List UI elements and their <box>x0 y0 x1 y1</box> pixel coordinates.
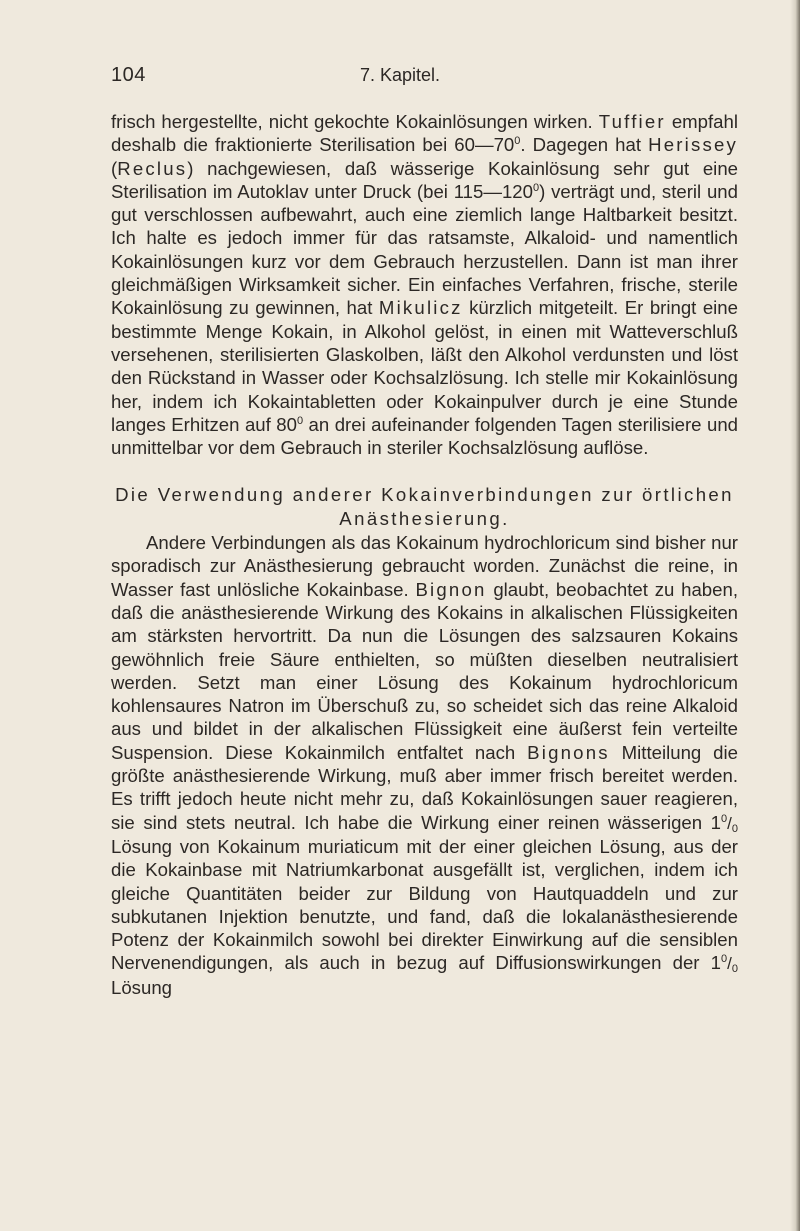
percent-sign: $^0/_0$ <box>721 812 738 835</box>
page-edge-shadow <box>790 0 800 1231</box>
running-header <box>0 64 800 94</box>
author-name: Bignon <box>415 578 487 600</box>
author-name: Reclus <box>117 157 188 179</box>
paragraph-2: Andere Verbindungen als das Kokainum hydrochloricum sind bisher nur sporadisch zur Anästhesierung gebraucht worden. Zunächst die reine, in Wasser fast unlösliche Kokainbase. Bignon glaubt, beobachtet zu haben, daß die anästhesierende Wirkung des Kokains in alkalischen Flüssigkeiten am stärksten hervortritt. Da nun die Lösungen des salzsauren Kokains gewöhnlich freie Säure enthielten, so müßten dieselben neutralisiert werden. Setzt man einer Lösung des Kokainum hydrochloricum kohlensaures Natron im Überschuß zu, so scheidet sich das reine Alkaloid aus und bildet in der alkalischen Flüssigkeit eine äußerst fein verteilte Suspension. Diese Kokainmilch entfaltet nach Bignons Mitteilung die größte anästhesierende Wirkung, muß aber immer frisch bereitet werden. Es trifft jedoch heute nicht mehr zu, daß Kokainlösungen sauer reagieren, sie sind stets neutral. Ich habe die Wirkung einer reinen wässerigen $1^0/_0$ Lösung von Kokainum muriaticum mit der einer gleichen Lösung, aus der die Kokainbase mit Natriumkarbonat ausgefällt ist, verglichen, indem ich gleiche Quantitäten beider zur Bildung von Hautquaddeln und zur subkutanen Injektion benutzte, und fand, daß die lokalanästhesierende Potenz der Kokainmilch sowohl bei direkter Einwirkung auf die sensiblen Nervenendigungen, als auch in bezug auf Diffusionswirkungen der $1^0/_0$ Lösung <box>111 532 738 998</box>
page-number: 104 <box>111 64 146 86</box>
degree-sign: 0 <box>532 181 540 194</box>
author-name: Tuffier <box>598 111 666 132</box>
degree-sign: 0 <box>514 135 521 148</box>
percent-sign: $^0/_0$ <box>721 953 738 976</box>
chapter-title: 7. Kapitel. <box>359 65 441 85</box>
author-name: Herissey <box>648 134 738 156</box>
body-text <box>111 110 738 999</box>
paragraph-1: frisch hergestellte, nicht gekochte Kokainlösungen wirken. Tuffier empfahl deshalb die fraktionierte Sterilisation bei $60—70^0$. Dagegen hat Herissey (Reclus) nachgewiesen, daß wässerige Kokainlösung sehr gut eine Sterilisation im Autoklav unter Druck (bei $115—120^0$) verträgt und, steril und gut verschlossen aufbewahrt, auch eine ziemlich lange Haltbarkeit besitzt. Ich halte es jedoch immer für das ratsamste, Alkaloid- und namentlich Kokainlösungen kurz vor dem Gebrauch herzustellen. Dann ist man ihrer gleichmäßigen Wirksamkeit sicher. Ein einfaches Verfahren, frische, sterile Kokainlösung zu gewinnen, hat Mikulicz kürzlich mitgeteilt. Er bringt eine bestimmte Menge Kokain, in Alkohol gelöst, in einen mit Watteverschluß versehenen, sterilisierten Glaskolben, läßt den Alkohol verdunsten und löst den Rückstand in Wasser oder Kochsalzlösung. Ich stelle mir Kokainlösung her, indem ich Kokaintabletten oder Kokainpulver durch je eine Stunde langes Erhitzen auf $80^0$ an drei aufeinander folgenden Tagen sterilisiere und unmittelbar vor dem Gebrauch in steriler Kochsalzlösung auflöse. <box>111 111 738 459</box>
section-heading: Die Verwendung anderer Kokainverbindungen zur örtlichen Anästhesierung. <box>115 484 734 529</box>
author-name: Bignons <box>527 741 610 763</box>
author-name: Mikulicz <box>378 297 463 319</box>
degree-sign: 0 <box>296 414 304 427</box>
